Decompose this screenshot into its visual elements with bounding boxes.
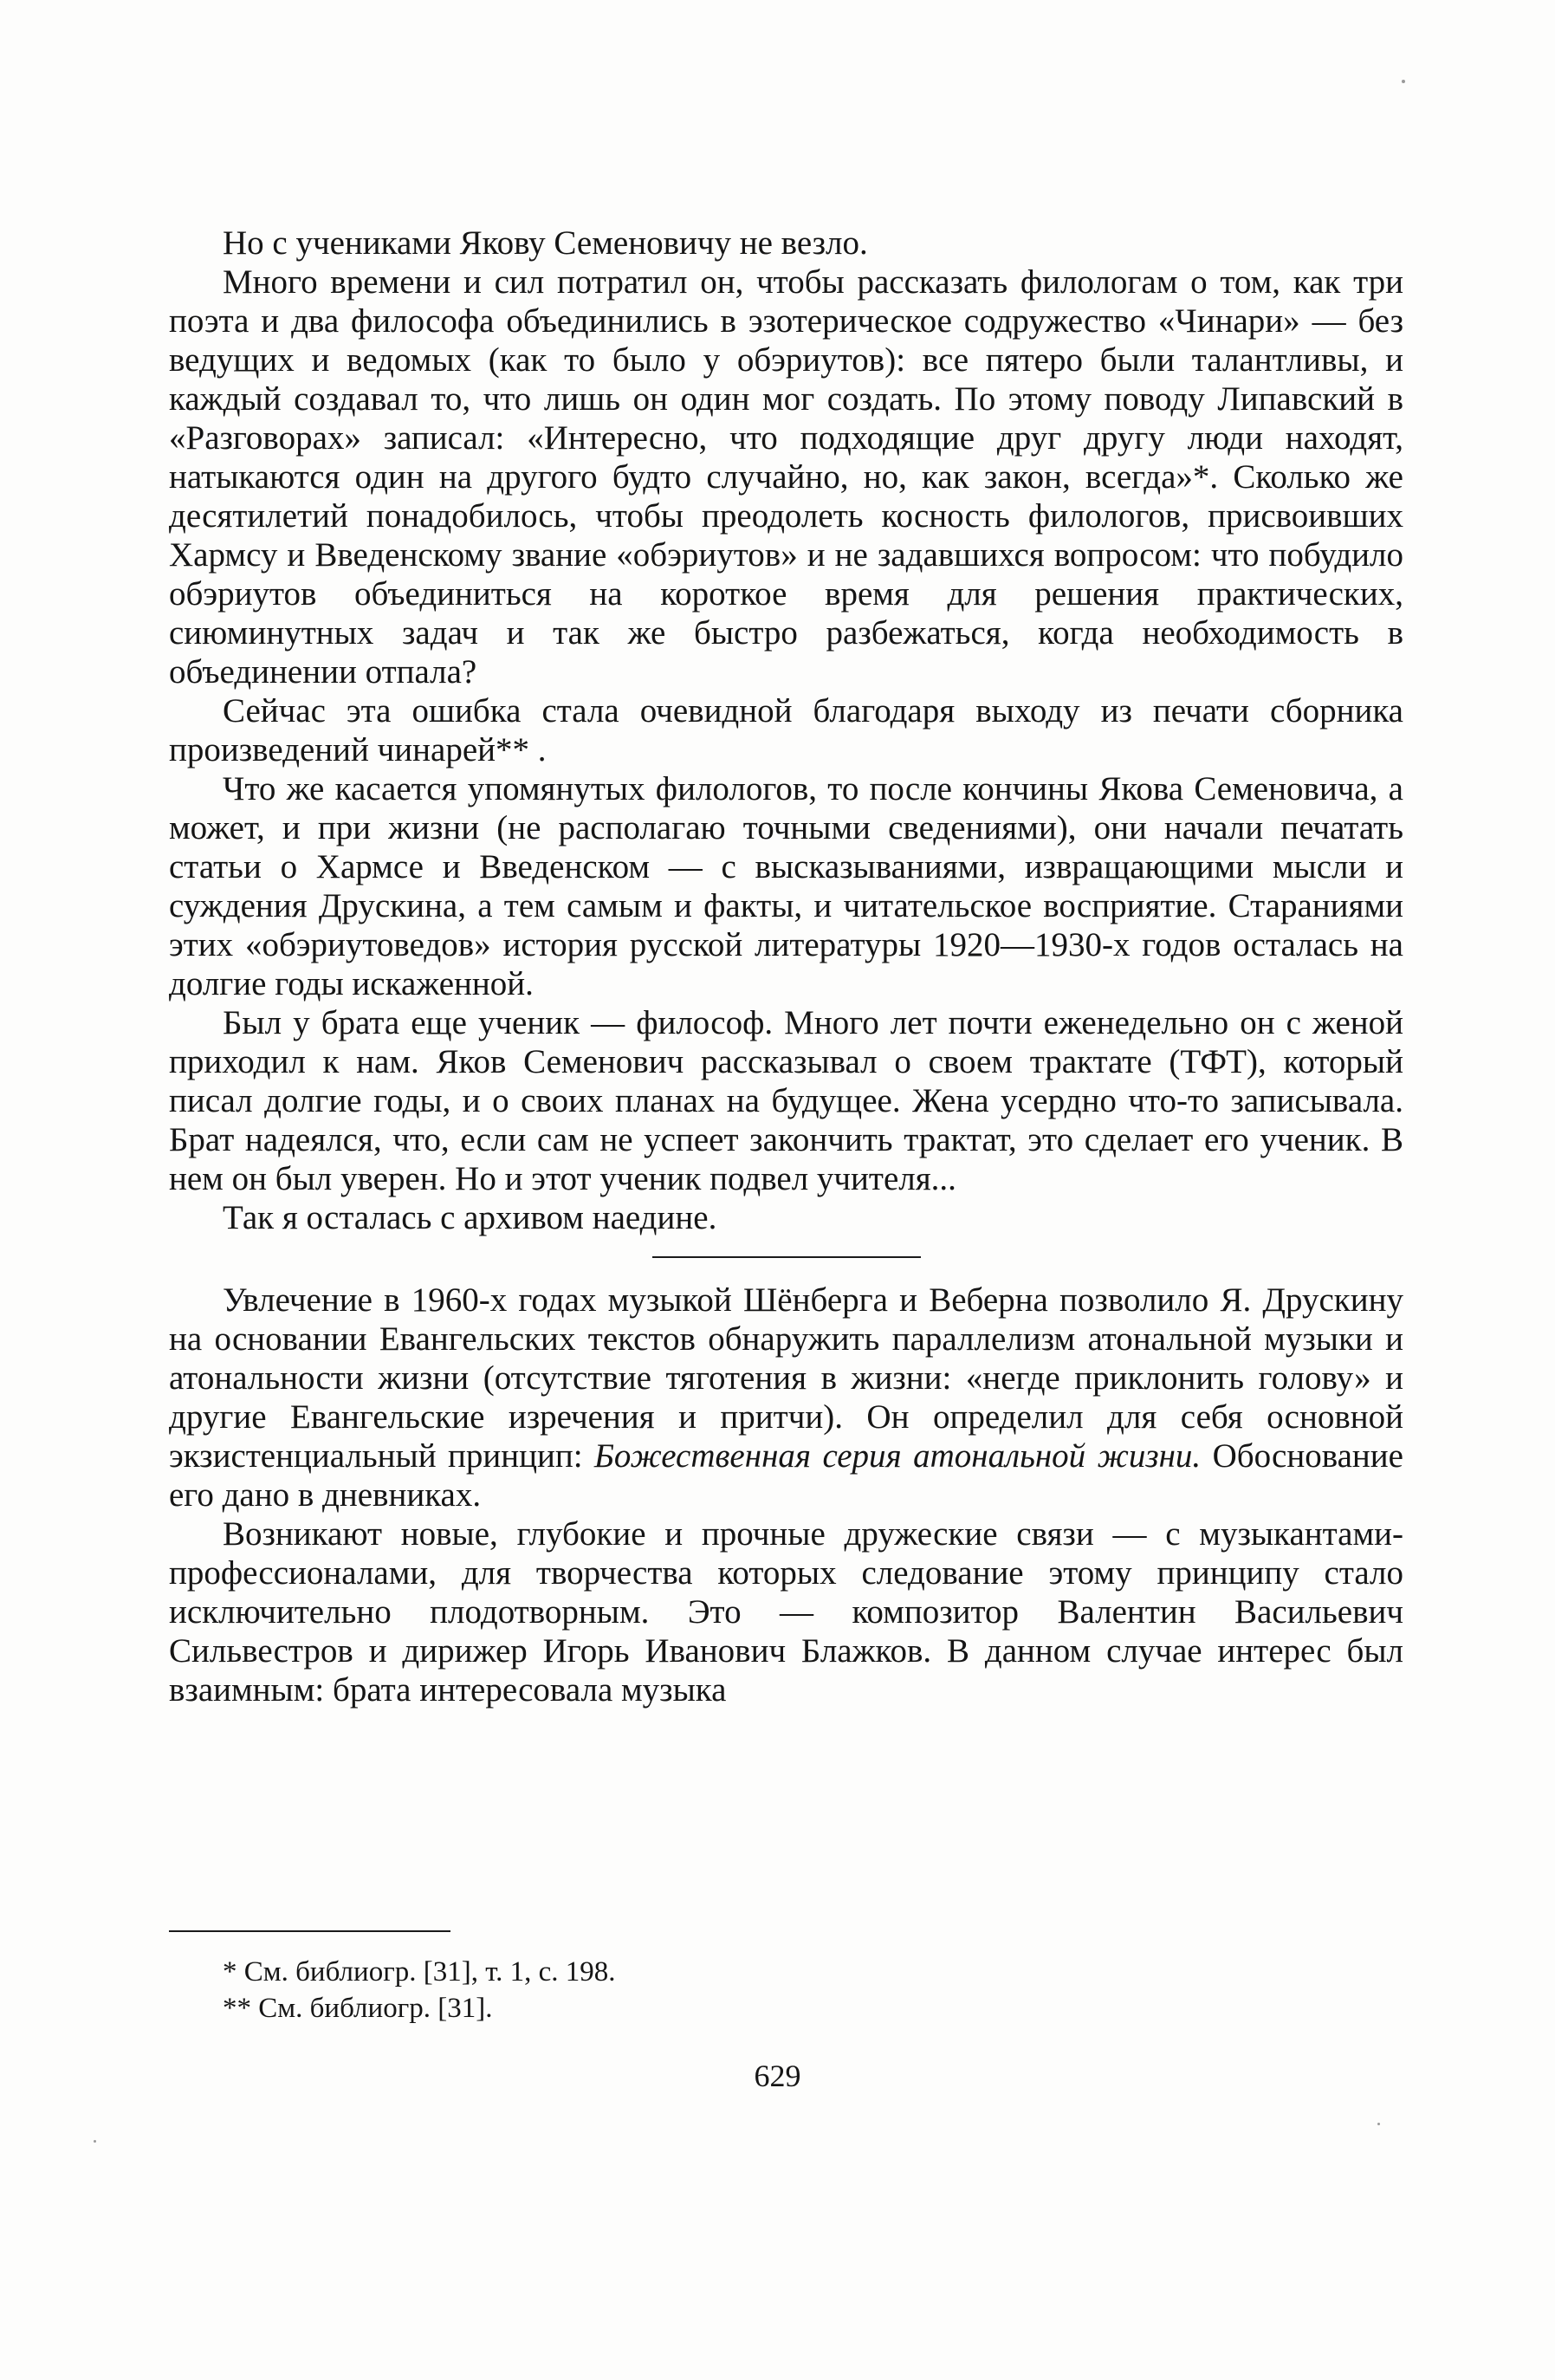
paragraph-music (169, 1281, 1403, 1514)
page-number: 629 (754, 2059, 801, 2093)
paragraph: Но с учениками Якову Семеновичу не везло. (223, 224, 868, 262)
print-speck (94, 2140, 96, 2143)
paragraph: Что же касается упомянутых филологов, то после кончины Якова Семеновича, а может, и при жизни (не располагаю точными сведениями), они начали печатать статьи о Хармсе и Введенском — с высказываниями, извращающими мысли и суждения Друскина, а тем самым и факты, и читательское восприятие. Стараниями этих «обэриутоведов» история русской литературы 1920—1930-х годов осталась на долгие годы искаженной. (169, 770, 1403, 1002)
paragraph: Много времени и сил потратил он, чтобы рассказать филологам о том, как три поэта и два философа объединились в эзотерическое содружество «Чинари» — без ведущих и ведомых (как то было у обэриутов): все пятеро были талантливы, и каждый создавал то, что лишь он один мог создать. По этому поводу Липавский в «Разговорах» записал: «Интересно, что подходящие друг другу люди находят, натыкаются один на другого будто случайно, но, как закон, всегда»*. Сколько же десятилетий понадобилось, чтобы преодолеть косность филологов, присвоивших Хармсу и Введенскому звание «обэриутов» и не задавшихся вопросом: что побудило обэриутов объединиться на короткое время для решения практических, сиюминутных задач и так же быстро разбежаться, когда необходимость в объединении отпала? (169, 263, 1403, 691)
print-speck (1377, 2123, 1380, 2125)
paragraph-text: Увлечение в 1960-х годах музыкой Шёнберга и Веберна позволило Я. Друскину на основании Евангельских текстов обнаружить параллелизм атональной музыки и атональности жизни (отсутствие тяготения в жизни: «негде приклонить голову» и другие Евангельские изречения и притчи). Он определил для себя основной экзистенциальный принцип: (169, 1281, 1403, 1475)
footnote: ** См. библиогр. [31]. (223, 1993, 493, 2024)
italic-principle: Божественная серия атональной жизни. (593, 1437, 1202, 1475)
footnote: * См. библиогр. [31], т. 1, с. 198. (223, 1956, 616, 1988)
paragraph: Был у брата еще ученик — философ. Много лет почти еженедельно он с женой приходил к нам. Яков Семенович рассказывал о своем трактате (ТФТ), который писал долгие годы, и о своих планах на будущее. Жена усердно что-то записывала. Брат надеялся, что, если сам не успеет закончить трактат, это сделает его ученик. В нем он был уверен. Но и этот ученик подвел учителя... (169, 1004, 1403, 1197)
paragraph: Так я осталась с архивом наедине. (223, 1199, 717, 1236)
paragraph-text: Обоснование его дано в дневниках. (169, 1437, 1403, 1514)
footnote-divider (169, 1930, 450, 1932)
footnotes (223, 1954, 1349, 2027)
print-speck (1402, 80, 1405, 83)
paragraph: Сейчас эта ошибка стала очевидной благодаря выходу из печати сборника произведений чинарей** . (169, 692, 1403, 768)
section-divider (652, 1256, 921, 1258)
paragraph-friends: Возникают новые, глубокие и прочные дружеские связи — с музыкантами-профессионалами, для творчества которых следование этому принципу стало исключительно плодотворным. Это — композитор Валентин Васильевич Сильвестров и дирижер Игорь Иванович Блажков. В данном случае интерес был взаимным: брата интересовала музыка (169, 1515, 1403, 1709)
main-text (169, 224, 1403, 1709)
